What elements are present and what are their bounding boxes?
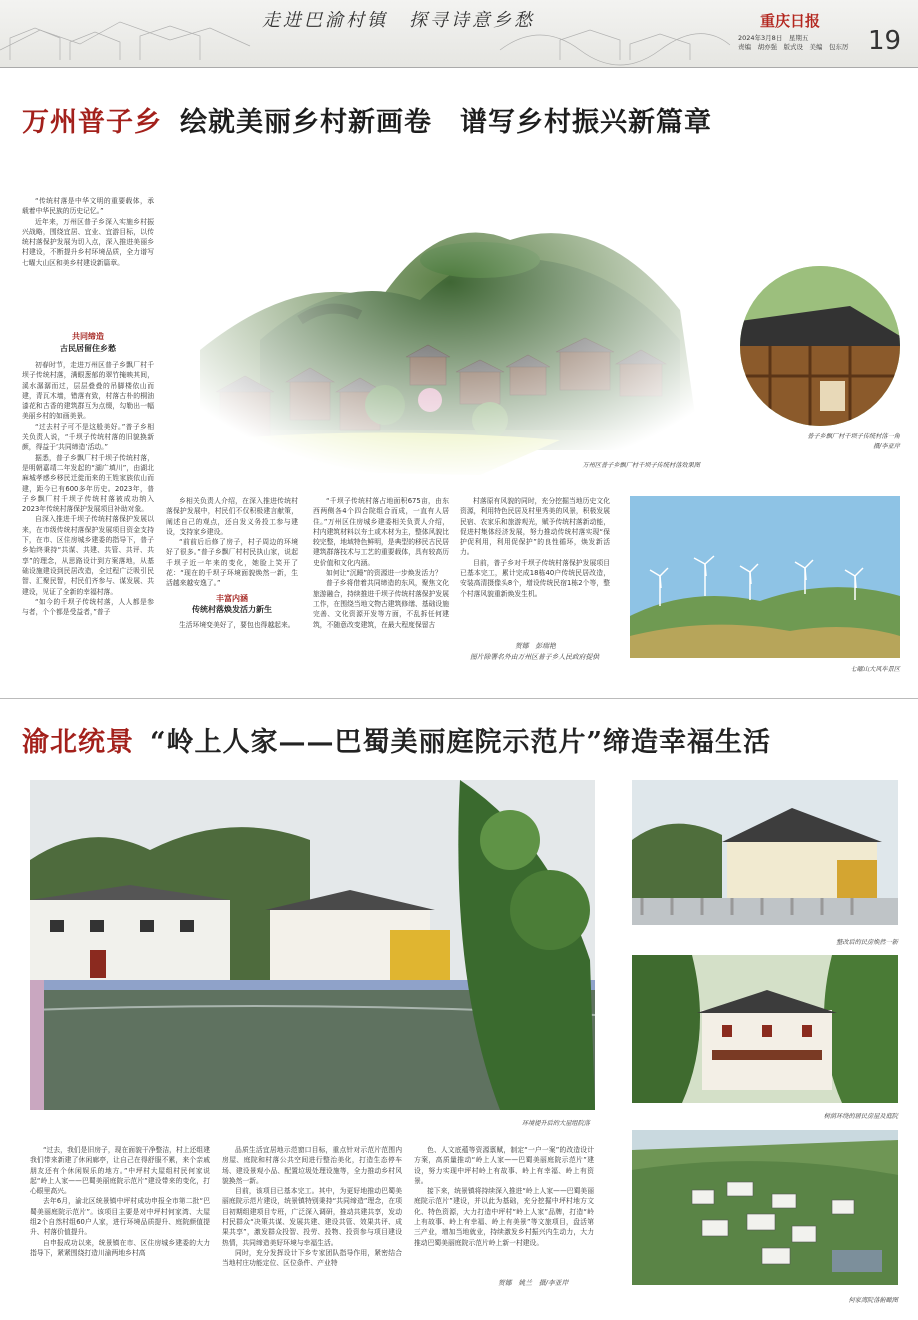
body-paragraph: 普子乡将借着共同缔造的东风，聚焦文化旅游融合，持续推进千坝子传统村落保护发展工作，在围绕当地文物古建筑修缮、基础设施完善、文化资源开发等方面，不乱拆任何建筑，不随意改变建筑，在最大程度保留古: [313, 579, 449, 629]
section1-title: 古民居留住乡愁: [60, 344, 116, 353]
article1-circle-photo: [740, 266, 900, 426]
article1-col4: [460, 496, 610, 636]
article1-col1: [22, 360, 154, 690]
masthead-date-block: [738, 34, 868, 52]
body-paragraph: “过去村子可不是这般美好。”普子乡相关负责人说，“千坝子传统村落的旧貌换新颜，得益于‘共同缔造’活动。”: [22, 422, 154, 452]
article2-title: “岭上人家——巴蜀美丽庭院示范片”缔造幸福生活: [150, 727, 772, 758]
article2-right1-caption: 整改后的民房焕然一新: [836, 939, 898, 946]
article2-col1: [30, 1145, 210, 1285]
article1-photo-credit: 图片除署名外由万州区普子乡人民政府提供: [470, 653, 600, 661]
section-divider: [0, 698, 918, 699]
body-paragraph: 自深入推进千坝子传统村落保护发展以来，在市级传统村落保护发展项目资金支持下，在市、区住房城乡建委的指导下，普子乡始终秉持“共谋、共建、共管、共评、共享”的理念，从思路设计到方案落地，从基础设施建设到民居改造，全过程广泛吸引民智、汇聚民智，村民们齐参与、谋发展、共建设，见证了全新的幸福村落。: [22, 515, 154, 596]
section2-title: 传统村落焕发活力新生: [192, 604, 272, 614]
body-paragraph: 自申报成功以来，统景镇在市、区住房城乡建委的大力指导下，紧紧围绕打造川渝两地乡村高: [30, 1238, 210, 1257]
body-paragraph: 乡相关负责人介绍，在深入推进传统村落保护发展中，村民们不仅积极建言献策，阐述自己的观点，还自发义务投工参与建设，支持家乡建设。: [166, 497, 298, 536]
article2-byline: 贺娜 姚兰 摄/李亚岸: [498, 1279, 569, 1287]
body-paragraph: 初春时节，走进万州区普子乡飘厂村千坝子传统村落，满眼葱郁的翠竹掩映其间，溪水潺潺而过，层层叠叠的吊脚楼依山而建，青瓦木墙，错落有致，村落古朴的桐油漆花和古香的建筑群互为点缀，勾勒出一幅美丽乡村的如画美景。: [22, 361, 154, 421]
body-paragraph: 目前，普子乡对千坝子传统村落保护发展项目已基本完工，累计完成18栋40户传统民居改造，安装高清摄像头8个，增设传统民宿1栋2个等，整个村落风貌重新焕发生机。: [460, 558, 610, 598]
article2-col3: [414, 1145, 594, 1273]
lead-paragraph: 近年来，万州区普子乡深入实施乡村振兴战略，围绕宜居、宜业、宜游目标，以传统村落保护发展为切入点，深入推进美丽乡村建设，不断提升乡村环境品质，全力谱写七曜大山区和美乡村建设新篇章。: [22, 217, 154, 267]
article1-wind-photo: [630, 496, 900, 658]
body-paragraph: 接下来，统景镇将持续深入推进“岭上人家——巴蜀美丽庭院示范片”建设，并以此为基础，充分挖掘中坪村地方文化、特色资源，大力打造中坪村“岭上人家”品牌，打造“岭上有故事、岭上有幸福、岭上有美景”等文旅项目，盘活第三产业，增加当地就业，持续激发乡村振兴内生动力，大力推动巴蜀美丽庭院示范片岭上新一村建设。: [414, 1187, 594, 1247]
article2-main-caption: 环境提升后的大屋组院落: [521, 1120, 590, 1127]
section2-kicker: 丰富内涵: [216, 593, 248, 603]
page-number: 19: [868, 26, 902, 56]
body-paragraph: 同时，充分发挥设计下乡专家团队指导作用，紧密结合当地村庄功能定位、区位条件、产业特: [222, 1248, 402, 1268]
body-paragraph: 目前，该项目已基本完工。其中，为更好地推动巴蜀美丽庭院示范片建设，统景镇特别秉持“共同缔造”理念，在项目初期组建项目专班，广泛深入调研，推动共建共享，发动村民群众“决策共谋、发展共建、建设共管、效果共评、成果共享”，激发群众投智、投劳、投物、投资参与项目建设热情，共同缔造美好环境与幸福生活。: [222, 1187, 402, 1247]
article2-location: 渝北统景: [22, 727, 134, 758]
body-paragraph: “如今的千坝子传统村落，人人都是参与者，个个都是受益者，”普子: [22, 597, 154, 617]
issue-date: 2024年3月8日 星期五: [738, 34, 809, 42]
article2-main-photo: [30, 780, 595, 1110]
lead-paragraph: “传统村落是中华文明的重要载体，承载着中华民族的历史记忆。”: [22, 197, 154, 216]
body-paragraph: 如何让“沉睡”的资源进一步焕发活力？: [326, 569, 442, 578]
article1-byline: 贺娜 彭瑞艳: [515, 642, 556, 650]
body-paragraph: “千坝子传统村落占地面积675亩，由东西两侧各4个四合院组合而成，一直有人居住。”万州区住房城乡建委相关负责人介绍，村内建筑材料以夯土或木材为主，整体风貌比较完整，地域特色鲜明，是典型的移民古民居建筑群落技术与工艺的重要载体，具有较高历史价值和文化内涵。: [313, 497, 449, 567]
article2-right-photo-2: [632, 955, 898, 1103]
body-paragraph: “前前后后修了房子，村子周边的环境好了很多。”普子乡飘厂村村民执山家，说起千坝子近一年来的变化，她脸上笑开了花：“现在的千坝子环境面貌焕然一新，生活越来越安逸了。”: [166, 538, 298, 588]
article1-col2: [166, 496, 298, 686]
body-paragraph: “过去，我们是旧房子，现在面貌干净整洁，村上还组建我们带来新建了休闲廊亭，让自己在得舒服不累，来个亲戚朋友还有个休闲娱乐的地方。”中坪村大屋组村民何家说起“岭上人家——巴蜀美丽庭院示范片”建设带来的变化，打心眼里高兴。: [30, 1146, 210, 1196]
article1-lead: [22, 196, 154, 268]
body-paragraph: 生活环境变美好了，要包也得越起来。: [179, 621, 295, 630]
article1-wind-caption: 七曜山大风车景区: [850, 666, 900, 673]
masthead-slogan: 走进巴渝村镇 探寻诗意乡愁: [262, 10, 535, 31]
body-paragraph: 据悉，普子乡飘厂村千坝子传统村落，是明朝嘉靖二年发起的“湖广填川”，由湖北麻城孝感乡移民迁徙而来的王姓家族依山而建，距今已有600多年历史。2023年，普子乡飘厂村千坝子传统村落被成功纳入2023年传统村落保护发展项目补助对象。: [22, 453, 154, 514]
article1-circle-caption: 普子乡飘厂村千坝子传统村落一角 摄/李亚岸: [807, 433, 900, 450]
body-paragraph: 村落原有风貌的同时，充分挖掘当地历史文化资源，利用特色民居及村里秀美的风景，积极发展民宿、农家乐和旅游观光，赋予传统村落新动能，促进村集体经济发展，努力推动传统村落实现“保护促利用，利用促保护”的良性循环，焕发新活力。: [460, 497, 610, 557]
article1-section1-heading: [22, 326, 154, 359]
article1-main-photo: [180, 150, 720, 480]
article2-col2: [222, 1145, 402, 1285]
article1-title: 绘就美丽乡村新画卷 谱写乡村振兴新篇章: [180, 107, 712, 138]
article1-headline: [22, 100, 712, 139]
article2-right-photo-3: [632, 1130, 898, 1285]
article2-headline: [22, 720, 771, 759]
article1-main-caption: 万州区普子乡飘厂村千坝子传统村落效果图: [582, 462, 700, 469]
article2-right2-caption: 树荫环绕的居民房屋及庭院: [823, 1113, 898, 1120]
editors-line: 责编 胡亦强 版式设 美编 包东厉: [738, 43, 849, 51]
body-paragraph: 去年6月，渝北区统景镇中坪村成功申报全市第二批“巴蜀美丽庭院示范片”。该项目主要是对中坪村何家湾、大屋组2个自然村组60户人家，进行环境品质提升、庭院颜值提升、村落价值提升。: [30, 1197, 210, 1237]
article2-right3-caption: 何家湾院落俯瞰图: [848, 1297, 898, 1304]
article1-location: 万州普子乡: [22, 107, 162, 138]
newspaper-logo: 重庆日报: [760, 12, 821, 30]
section1-kicker: 共同缔造: [72, 332, 104, 341]
article1-col3: [313, 496, 449, 686]
article2-right-photo-1: [632, 780, 898, 925]
body-paragraph: 色、人文底蕴等资源禀赋，制定“一户一案”的改造设计方案，高质量推动“岭上人家——巴蜀美丽庭院示范片”建设，努力实现中坪村岭上有故事、岭上有幸福、岭上有资景。: [414, 1146, 594, 1185]
body-paragraph: 品质生活宜居地示范窗口目标，重点针对示范片范围内房屋、庭院和村落公共空间进行整治美化，打造生态停车场、建设景观小品、配置垃圾处理设施等，全力推动乡村风貌换然一新。: [222, 1146, 402, 1185]
masthead: [0, 0, 918, 68]
